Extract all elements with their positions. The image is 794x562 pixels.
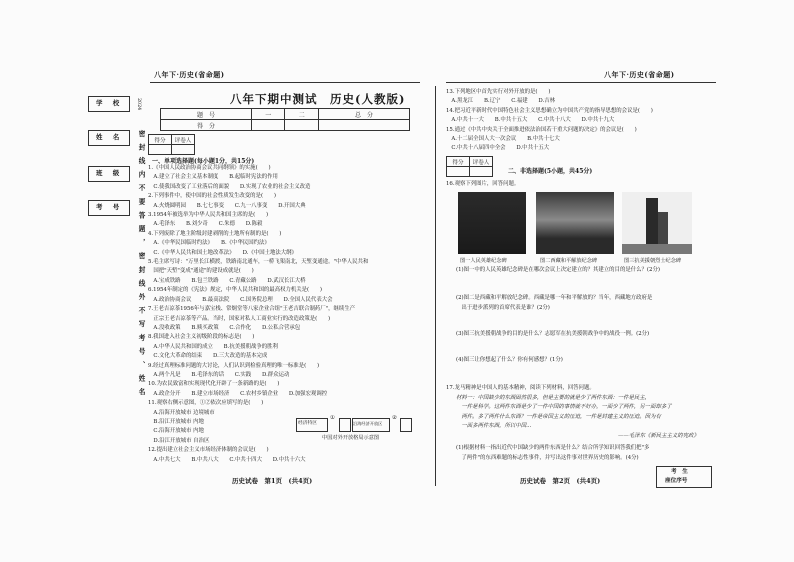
question-17: 17.龙马精神是中国人的基本精神，阅读下列材料，回答问题。 [446, 385, 595, 391]
grader-name-label: 评卷人 [470, 157, 493, 167]
score-cell[interactable] [251, 120, 285, 131]
grader-score-label: 得分 [447, 157, 470, 167]
header-rule-right [446, 82, 716, 83]
page-header-left: 八年下·历史(省命题) [154, 70, 225, 79]
question-line: 国把"天堑"变成"通途"的建设成就是( ) [148, 268, 254, 275]
question-line: 6.1954年制定的《宪法》规定，中华人民共和国的最高权力机关是( ) [148, 287, 323, 294]
question-line: 13.下列地区中首先实行对外开放的是( ) [446, 89, 551, 95]
monument-photo-1 [458, 192, 526, 254]
score-cell[interactable] [285, 120, 319, 131]
material-source: ——毛泽东《新民主主义的宪政》 [618, 433, 699, 439]
score-table [160, 108, 410, 131]
grader-box-1 [148, 134, 195, 155]
q16-part3: (3)图三抗美援朝战争的目的是什么？志愿军在抗美援朝战争中的战役一例。(2分) [456, 331, 650, 337]
diagram-box [339, 418, 351, 432]
monument-photo-2 [536, 192, 614, 254]
q17-part1-cont: 了两件"的东西难题的标志性事件，并写出这件事对世界历史的影响。(4分) [456, 455, 639, 461]
grader-name-cell[interactable] [172, 145, 195, 155]
grader-name-cell[interactable] [470, 167, 493, 177]
question-16: 16.观察下列图片，回答问题。 [446, 181, 520, 187]
grader-score-cell[interactable] [447, 167, 470, 177]
question-line: A.宝成铁路 B.包兰铁路 C.青藏公路 D.武汉长江大桥 [148, 277, 306, 284]
question-line: A.火烧圆明园 B.七七事变 C.九一八事变 D.开国大典 [148, 202, 306, 209]
q17-material [456, 394, 716, 432]
material-line: 两件。多了两件什么东西？一件是帝国主义的压迫，一件是封建主义的压迫。因为有 [456, 413, 661, 420]
diagram-caption: 中国对外开放格局示意图 [322, 435, 380, 441]
diagram-label: ① [330, 415, 335, 421]
photo-caption-2: 图二西藏和平解放纪念碑 [540, 258, 598, 264]
grader-score-label: 得分 [149, 135, 172, 145]
diagram-label: 沿海经济开放区 [353, 421, 383, 426]
question-line: C.沿海开放城市 内地 [148, 428, 204, 435]
school-label: 学 校 [96, 99, 124, 107]
page-divider [435, 86, 436, 486]
section1-heading: 一、单项选择题(每小题1分，共15分) [152, 158, 255, 165]
question-line: A.毛泽东 B.刘少奇 C.朱德 D.陈毅 [148, 221, 263, 228]
q16-part2-cont: 出于进步派列的首席代表是谁？(2分) [456, 305, 550, 311]
header-rule-left [150, 82, 420, 83]
right-top-questions [446, 88, 716, 154]
seal-notice: 密封线内不要答题，密封线外不写考号、姓名 [137, 130, 145, 402]
question-line: A.十二届全国人大一次会议 B.中共十七大 [446, 136, 560, 143]
question-line: A.建立了社会主义基本制度 B.起临时宪法的作用 [148, 174, 278, 181]
question-line: C.文化大革命的结束 D.三大改造的基本完成 [148, 353, 268, 360]
grader-box-2 [446, 156, 493, 177]
monument-photo-3 [622, 192, 692, 254]
question-line: 9.经过真理标准问题的大讨论，人们认识到检验真理的唯一标准是( ) [148, 362, 320, 369]
question-line: A.没收政策 B.赎买政策 C.合作化 D.公私合营承包 [148, 324, 301, 331]
exam-no-label: 考 号 [96, 203, 124, 211]
diagram-box [400, 418, 412, 432]
photo-caption-1: 图一人民英雄纪念碑 [460, 258, 507, 264]
question-line: 12.提出建立社会主义市场经济体制的会议是( ) [148, 447, 269, 454]
year-mark: 2024 [136, 98, 141, 111]
class-label: 班 级 [96, 169, 124, 177]
score-header: 总 分 [319, 109, 410, 120]
q16-part1: (1)图一中的人民英雄纪念碑是在哪次会议上决定建立的？其建立的目的是什么？(2分) [456, 267, 660, 273]
question-line: A.中共十一大 B.中共十五大 C.中共十八大 D.中共十九大 [446, 117, 615, 124]
question-line: C.使我国改变了工业落后的面貌 D.实现了农业的社会主义改造 [148, 183, 311, 190]
question-line: A.《中华民国临时约法》 B.《中华民国约法》 [148, 240, 270, 247]
question-line: 正宗王老吉凉茶等产品。当时，国家对私人工商业实行的改造政策是( ) [148, 315, 331, 322]
grader-name-label: 评卷人 [172, 135, 195, 145]
photo-caption-3: 图三抗美援朝烈士纪念碑 [624, 258, 682, 264]
question-line: 14.把习近平新时代中国特色社会主义思想确立为中国共产党的指导思想的会议是( ) [446, 107, 653, 114]
diagram-label: ② [392, 415, 397, 421]
page-footer-left: 历史试卷 第1页 (共4页) [232, 477, 313, 485]
question-line: 2.下列事件中，使中国的社会性质发生改变的是( ) [148, 193, 276, 200]
score-header: 题 号 [161, 109, 252, 120]
question-line: B.沿江开放城市 内地 [148, 418, 204, 425]
q16-part2: (2)图二是西藏和平解放纪念碑。西藏是哪一年和平解放的？当年，西藏地方政府是 [456, 295, 653, 301]
question-line: C.《中华人民共和国土地改革法》 D.《中国土地法大纲》 [148, 249, 297, 256]
question-line: 10.为农民致富和实现现代化开辟了一条新路的是( ) [148, 381, 280, 388]
exam-title: 八年下期中测试 历史(人教版) [230, 92, 406, 106]
material-line: 材料一：中国缺少的东西固然很多，但是主要的就是少了两件东西：一件是民主， [456, 395, 651, 401]
material-line: 一件是科学。这两件东西是少了一件中国的事情就不好办，一面少了两件，另一面却多了 [456, 404, 672, 411]
question-line: 7.王老吉凉茶1956年与嘉宝栈、常炯堂等八家企业合组"王老吉联合制药厂"，继续生产 [148, 306, 356, 313]
grader-score-cell[interactable] [149, 145, 172, 155]
score-header: 一 [251, 109, 285, 120]
question-line: A.两个凡是 B.毛泽东的话 C.实践 D.群众运动 [148, 371, 290, 378]
score-cell[interactable] [319, 120, 410, 131]
question-line: A.中华人民共和国的成立 B.抗美援朝战争的胜利 [148, 343, 278, 350]
score-label: 得 分 [161, 120, 252, 131]
question-line: A.沿海开放城市 边境城市 [148, 409, 215, 416]
question-line: 5.毛主席写诗："万里长江横渡，铁路南北通车，一桥飞架南北，天堑变通途。"中华人民共和 [148, 259, 369, 266]
question-line: A.中共七大 B.中共八大 C.中共十四大 D.中共十六大 [148, 456, 306, 463]
question-line: 3.1954年被选举为中华人民共和国主席的是( ) [148, 212, 269, 219]
question-line: 15.通过《中共中央关于全面推进依法治国若干重大问题的决定》的会议是( ) [446, 126, 637, 133]
question-line: 8.我国进入社会主义初级阶段的标志是( ) [148, 334, 255, 341]
score-header: 二 [285, 109, 319, 120]
question-line: 4.下列废除了地主阶级封建剥削的土地所有制的是( ) [148, 230, 282, 237]
material-line: 一面多两件东西，所以中国... [456, 423, 532, 430]
name-label: 姓 名 [96, 133, 124, 141]
diagram-label: 经济特区 [298, 421, 318, 426]
question-line: A.黑龙江 B.辽宁 C.福建 D.吉林 [446, 98, 556, 105]
page-footer-right: 历史试卷 第2页 (共4页) [520, 477, 601, 485]
q16-part4: (4)图三让你想起了什么？你有何感想？(1分) [456, 357, 563, 363]
section2-heading: 二、非选择题(5小题，共45分) [508, 168, 593, 175]
question-line: C.中共十八届四中全会 D.中共十五大 [446, 145, 550, 152]
candidate-label: 考 生 [671, 469, 688, 475]
question-line: A.政企分开 B.建立市场经济 C.农村乡镇企业 D.加强宏观调控 [148, 390, 328, 397]
question-line: 1.《中国人民政治协商会议共同纲领》的实施( ) [148, 165, 271, 171]
question-line: A.政治协商会议 B.最高法院 C.国务院总理 D.全国人民代表大会 [148, 296, 333, 303]
q17-part1: (1)根据材料一指出近代中国缺少的两件东西是什么？结合所学知识回答我们把"多 [456, 445, 650, 451]
question-line: 11.观察右侧示意图，①②依次应填写的是( ) [148, 400, 264, 407]
page-header-right: 八年下·历史(省命题) [604, 70, 675, 79]
question-line: D.沿江开放城市 自治区 [148, 437, 210, 444]
seat-number-label: 座位序号 [665, 478, 688, 484]
